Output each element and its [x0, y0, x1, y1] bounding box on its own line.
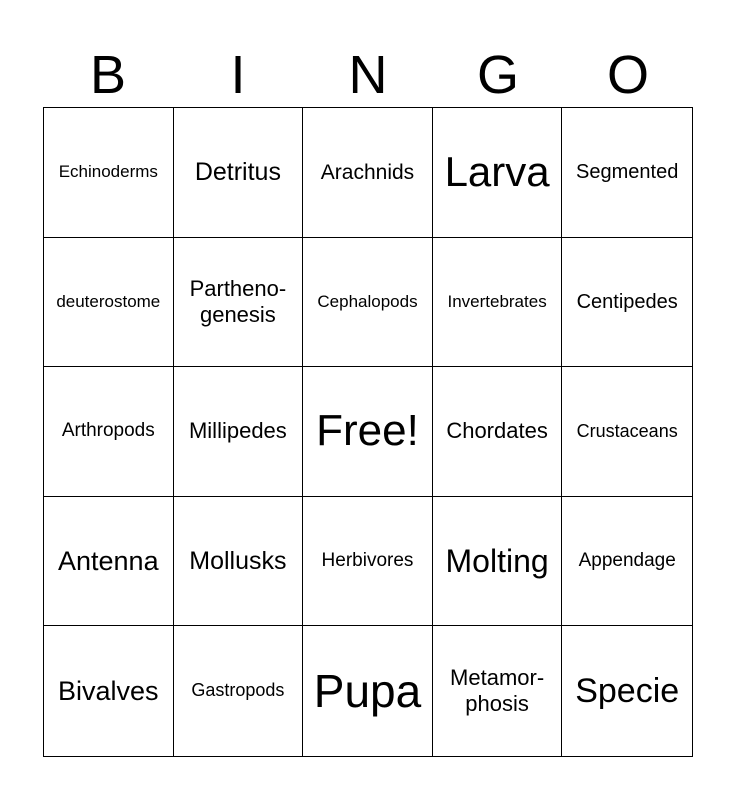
bingo-cell[interactable]: Gastropods	[174, 626, 304, 756]
bingo-cell[interactable]: Specie	[575, 671, 680, 710]
bingo-cell[interactable]: Detritus	[174, 108, 304, 238]
bingo-cell[interactable]: Bivalves	[44, 626, 174, 756]
header-letter-i: I	[230, 45, 246, 105]
bingo-cell[interactable]: Partheno- genesis	[174, 238, 304, 368]
bingo-cell[interactable]: Centipedes	[562, 238, 692, 368]
bingo-cell[interactable]: Molting	[433, 497, 563, 627]
bingo-cell[interactable]: Mollusks	[174, 497, 304, 627]
bingo-cell[interactable]: Appendage	[562, 497, 692, 627]
bingo-cell[interactable]: Echinoderms	[44, 108, 174, 238]
bingo-cell[interactable]: Segmented	[562, 108, 692, 238]
header-letter-o: O	[606, 45, 649, 105]
bingo-cell[interactable]: Arachnids	[303, 108, 433, 238]
bingo-cell[interactable]: Antenna	[44, 497, 174, 627]
bingo-cell[interactable]: Pupa	[303, 626, 433, 756]
bingo-cell[interactable]: deuterostome	[44, 238, 174, 368]
bingo-cell[interactable]: Crustaceans	[562, 367, 692, 497]
bingo-board	[43, 107, 693, 757]
header-letter-n: N	[348, 45, 388, 105]
bingo-cell[interactable]: Millipedes	[174, 367, 304, 497]
bingo-cell[interactable]: Chordates	[433, 367, 563, 497]
header-letter-b: B	[89, 45, 127, 105]
free-space[interactable]: Free!	[303, 367, 433, 497]
bingo-cell[interactable]: Cephalopods	[303, 238, 433, 368]
bingo-cell[interactable]: Larva	[433, 108, 563, 238]
bingo-header	[43, 42, 693, 108]
bingo-cell[interactable]: Metamor- phosis	[433, 626, 563, 756]
bingo-cell[interactable]: Herbivores	[303, 497, 433, 627]
bingo-cell[interactable]: Invertebrates	[433, 238, 563, 368]
bingo-cell[interactable]: Arthropods	[44, 367, 174, 497]
header-letter-g: G	[476, 45, 519, 105]
